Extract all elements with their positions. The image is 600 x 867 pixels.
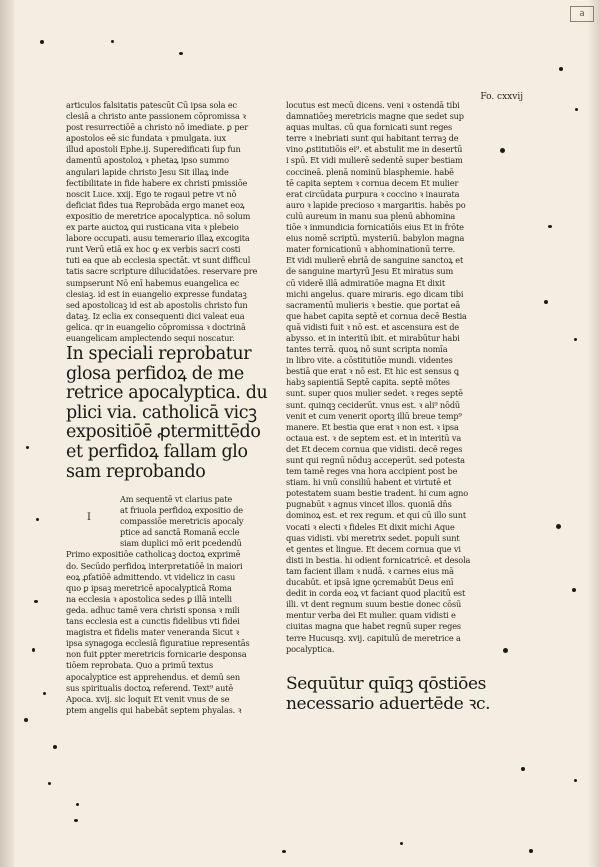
text-line: ducabūt. et ipsā igne ꝯcremabūt Deus enī — [286, 577, 454, 588]
text-line: pocalyptica. — [286, 643, 335, 654]
ink-spot — [282, 850, 286, 853]
heading-line: glosa perfidoꝝ de me — [66, 363, 244, 384]
text-line: ex parte auctoꝝ qui rusticana vita ꝛ plebeio — [66, 222, 239, 233]
ink-spot — [574, 338, 577, 341]
ink-spot — [26, 446, 29, 449]
text-line: damentū apostoloꝝ ꝛ phetaꝝ ipso summo — [66, 155, 229, 166]
text-line: vino ꝓstitutiōis ei⁹. et abstulit me in desertū — [286, 144, 463, 155]
text-line: habꝫ sapientiā Septē capita. septē mōtes — [286, 377, 450, 388]
text-line: venit et cum venerit oportꝫ illū breue temp⁹ — [286, 410, 462, 421]
text-line: noscit Luce. xxij. Ego te rogaui petre vt nō — [66, 188, 237, 199]
text-line: in libro vite. a cōstitutiōe mundi. videntes — [286, 355, 453, 366]
text-line: gelica. qr in euangelio cōpromissa ꝛ doctrinā — [66, 321, 246, 332]
text-line: geda. adhuc tamē vera christi sponsa ꝛ mili — [66, 604, 240, 615]
text-line: deficiat fides tua Reprobāda ergo manet eoꝝ — [66, 199, 245, 210]
text-line: erat circūdata ꝑurpura ꝛ coccino ꝛ inaurata — [286, 188, 460, 199]
ink-spot — [544, 300, 548, 304]
text-line: sunt. super quos mulier sedet. ꝛ reges septē — [286, 388, 463, 399]
ink-spot — [521, 767, 525, 771]
ink-spot — [179, 52, 183, 55]
closing-heading — [286, 675, 536, 714]
ink-spot — [572, 588, 576, 592]
heading-line: expositiōē ꝓtermittēdo — [66, 422, 261, 443]
ink-spot — [575, 108, 578, 111]
heading-line: Sequūtur quīqꝫ qōstiōes — [286, 674, 486, 694]
text-line: pugnabūt ꝛ agnus vincet illos. quoniā dn̄s — [286, 499, 452, 510]
text-line: culū aureum in manu sua plenū abhomina — [286, 210, 456, 221]
text-line: clesiā a christo ante passionem cōpromissa ꝛ — [66, 111, 246, 122]
text-line: ipsa synagoga ecclesiā figuratiue representās — [66, 638, 250, 649]
text-line: tiōe ꝛ inmundicia fornicatiōis eius Et in frōte — [286, 222, 464, 233]
text-line: aquas multas. cū qua fornicati sunt reges — [286, 122, 453, 133]
text-line: na ecclesia ꝛ apostolica sedes ꝑ illā intelli — [66, 593, 232, 604]
text-line: terre ꝛ inebriati sunt qui habitant terraꝫ de — [286, 133, 459, 144]
text-line: eoꝝ ꝓfatiōē admittendo. vt videlicz in casu — [66, 571, 236, 582]
text-line: auro ꝛ lapide precioso ꝛ margaritis. habēs po — [286, 199, 466, 210]
text-line: quo ꝑ ipsaꝫ meretricē apocalypticā Roma — [66, 582, 232, 593]
ink-spot — [556, 524, 561, 529]
text-line: tē capita septem ꝛ cornua decem Et mulier — [286, 177, 459, 188]
text-line: ciuitas magna que habet regnū super reges — [286, 621, 461, 632]
text-line: sus spiritualis doctoꝝ referend. Text⁹ autē — [66, 682, 234, 693]
text-line: Am sequentē vt clarius pate — [120, 494, 233, 504]
text-line: dedit in corda eoꝝ vt faciant quod placitū est — [286, 588, 466, 599]
text-line: do. Secūdo perfidoꝝ interpretatiōē in maiori — [66, 560, 243, 571]
heading-line: et perfidoꝝ fallam glo — [66, 441, 248, 462]
right-column-text — [286, 100, 526, 655]
text-line: sed apostolicaꝫ id est ab apostolis christo fun — [66, 299, 248, 310]
text-line: stiam. hi vnū consiliū habent et virtutē et — [286, 477, 452, 488]
text-line: post resurrectiōē a christo nō imediate. ꝑ per — [66, 122, 248, 133]
text-line: sunt. quinqꝫ ceciderūt. vnus est. ꝛ ali⁹ nōdū — [286, 399, 461, 410]
text-line: potestatem suam bestie tradent. hi cum agno — [286, 488, 469, 499]
text-line: sumpserunt Nō enī habemus euangelica ec — [66, 277, 240, 288]
text-line: non fuit ꝑpter meretricis fornicarie desponsa — [66, 649, 247, 660]
text-line: expositio de meretrice apocalyptica. nō solum — [66, 210, 251, 221]
text-line: quas vidisti. vbi meretrix sedet. populi sunt — [286, 532, 460, 543]
ink-spot — [40, 40, 44, 44]
ink-spot — [74, 819, 78, 822]
text-line: damnatiōeꝫ meretricis magne que sedet sup — [286, 111, 464, 122]
ink-spot — [32, 648, 35, 652]
text-line: Et vidi mulierē ebriā de sanguine sanctoꝝ et — [286, 255, 464, 266]
text-line: siam duplici mō erit pcedendū — [120, 538, 242, 549]
ink-spot — [400, 842, 403, 845]
text-line: Primo expositiōe catholicaꝫ doctoꝝ exprimē — [66, 549, 241, 560]
text-line: quā vidisti fuit ꝛ nō est. et ascensura est de — [286, 321, 459, 332]
text-line: tem tamē reges vna hora accipient post be — [286, 466, 458, 477]
ink-spot — [36, 518, 39, 521]
text-line: et gentes et lingue. Et decem cornua que vi — [286, 543, 461, 554]
text-line: octaua est. ꝛ de septem est. et in interitū va — [286, 432, 462, 443]
text-line: eius nomē scriptū. mysteriū. babylon magna — [286, 233, 465, 244]
ink-spot — [24, 718, 28, 722]
text-line: sunt qui regnū nōduꝫ acceperūt. sed potesta — [286, 455, 465, 465]
text-line: disti in bestia. hi odient fornicatricē. et desola — [286, 554, 471, 565]
ink-spot — [34, 600, 38, 603]
lower-left-column-text — [66, 494, 276, 716]
ink-spot — [43, 692, 46, 695]
text-line: michi angelus. quare miraris. ego dicam tibi — [286, 288, 464, 299]
ink-spot — [76, 803, 79, 806]
text-line: clesiaꝫ. id est in euangelio expresse fundataꝫ — [66, 288, 247, 299]
text-line: apostolos eē sic fundata ꝛ pmulgata. iux — [66, 133, 226, 144]
binding-gutter — [0, 0, 14, 867]
text-line: tatis sacre scripture dilucidatōes. reservare pre — [66, 266, 258, 277]
text-line: illi. vt dent regnum suum bestie donec cōsū — [286, 599, 462, 610]
text-line: mater fornicationū ꝛ abhominationū terre. — [286, 244, 456, 255]
text-line: tans ecclesia est a cunctis fidelibus vti fidei — [66, 616, 240, 627]
text-line: magistra et fidelis mater veneranda Sicut ꝛ — [66, 627, 239, 638]
text-line: terre Hucusqꝫ. xvij. capitulū de meretrice a — [286, 632, 461, 643]
text-line: i spū. Et vidi mulierē sedentē super bestiam — [286, 155, 463, 166]
corner-mark: a — [570, 6, 594, 22]
left-column-text — [66, 100, 276, 344]
text-line: dominoꝝ est. et rex regum. et qui cū illo sunt — [286, 510, 467, 521]
text-line: cū viderē illā admiratiōe magna Et dixit — [286, 277, 445, 288]
text-line: de sanguine martyrū Jesu Et miratus sum — [286, 266, 454, 277]
text-line: tiōem reprobata. Quo a primū textus — [66, 660, 214, 671]
text-line: labore occupati. ausu temerario illaꝝ excogita — [66, 233, 250, 244]
heading-line: In speciali reprobatur — [66, 344, 252, 364]
ink-spot — [53, 745, 57, 749]
text-line: manere. Et bestia que erat ꝛ non est. ꝛ ipsa — [286, 421, 459, 432]
text-line: euangelicam amplectendo sequi noscatur. — [66, 332, 235, 343]
heading-line: necessario aduertēde ꝛc. — [286, 693, 491, 714]
ink-spot — [574, 779, 577, 782]
folio-number: Fo. cxxvij — [480, 92, 523, 102]
text-line: sacramentū mulieris ꝛ bestie. que portat eā — [286, 299, 461, 310]
text-line: locutus est mecū dicens. veni ꝛ ostendā tibi — [286, 100, 460, 110]
text-line: fectibilitate in fide habere ex christi pmissiōe — [66, 177, 248, 188]
text-line: tuti ea que ab ecclesia spectāt. vt sunt difficul — [66, 255, 251, 266]
ink-spot — [548, 225, 552, 228]
text-line: ptice ad sanctā Romanā eccle — [120, 527, 240, 538]
text-line: at friuola perfidoꝝ expositio de — [120, 505, 243, 516]
text-line: tam facient illam ꝛ nudā. ꝛ carnes eius mā — [286, 565, 454, 576]
ink-spot — [500, 148, 505, 153]
text-line: bestiā que erat ꝛ nō est. Et hic est sensus ꝗ — [286, 366, 459, 377]
heading-line: retrice apocalyptica. du — [66, 383, 268, 404]
text-line: ptem angelis qui habebāt septem phyalas. ꝛ — [66, 704, 242, 715]
heading-line: sam reprobando — [66, 461, 206, 482]
ink-spot — [559, 67, 563, 71]
text-line: apocalyptice est apprehendus. et demū sen — [66, 671, 240, 682]
text-line: det Et decem cornua que vidisti. decē reges — [286, 443, 463, 454]
text-line: Apoca. xvij. sic loquit Et venit vnus de se — [66, 693, 230, 704]
ink-spot — [48, 782, 51, 785]
text-line: mentur verba dei Et mulier. quam vidisti e — [286, 610, 456, 621]
text-line: coccineā. plenā nominū blasphemie. habē — [286, 166, 454, 177]
text-line: abysso. et in interitū ibit. et mirabūtur habi — [286, 332, 460, 343]
ink-spot — [529, 849, 533, 853]
text-line: que habet capita septē et cornua decē Bestia — [286, 310, 467, 321]
text-line: runt Verū etiā ex hoc ꝙ ex verbis sacri costi — [66, 244, 241, 255]
ink-spot — [503, 648, 508, 653]
initial-letter: I — [87, 512, 91, 523]
text-line: illud apostoli Ephe.ij. Superedificati ſup fun — [66, 144, 241, 155]
text-line: vocati ꝛ electi ꝛ fideles Et dixit michi Aque — [286, 521, 455, 532]
ink-spot — [111, 40, 114, 43]
text-line: compassiōe meretricis apocaly — [120, 516, 244, 527]
text-line: tantes terrā. quoꝝ nō sunt scripta nomīa — [286, 344, 448, 355]
text-line: angulari lapide christo Jesu Sit illaꝝ inde — [66, 166, 229, 177]
text-line: dataꝫ. Iz eclia ex consequenti dici valeat eua — [66, 310, 245, 321]
section-heading — [66, 345, 278, 482]
page-edge-shadow — [588, 0, 600, 867]
text-line: articulos falsitatis patescūt Cū ipsa sola ec — [66, 100, 237, 110]
heading-line: plici via. catholicā vicꝫ — [66, 402, 257, 423]
